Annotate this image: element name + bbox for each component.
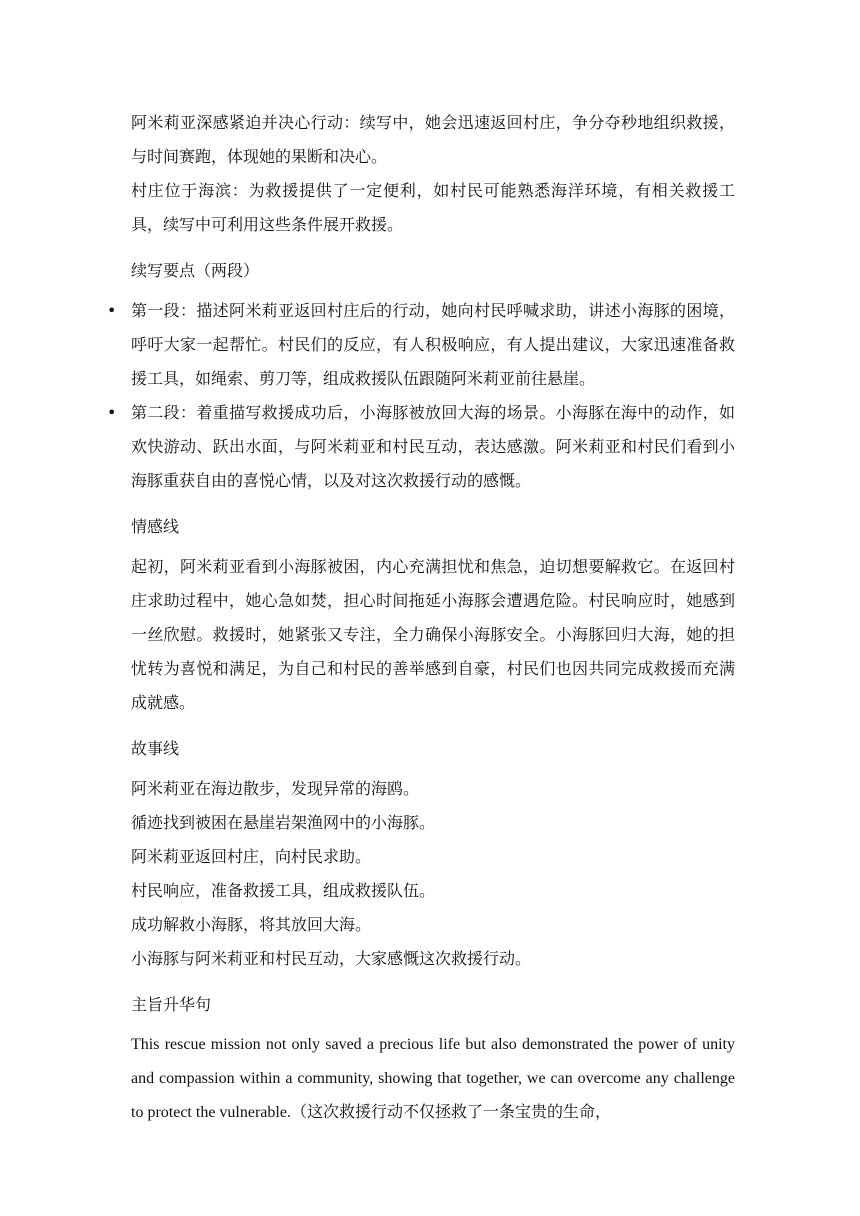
heading-story-line: 故事线: [131, 739, 180, 758]
heading-emotion-line: 情感线: [131, 517, 180, 536]
story-line-item: 小海豚与阿米莉亚和村民互动，大家感慨这次救援行动。: [131, 949, 532, 968]
story-line-item: 循迹找到被困在悬崖岩架渔网中的小海豚。: [131, 813, 436, 832]
list-item-text: 第一段：描述阿米莉亚返回村庄后的行动，她向村民呼喊求助，讲述小海豚的困境，呼吁大家一起帮忙。村民们的反应，有人积极响应，有人提出建议，大家迅速准备救援工具，如绳索、剪刀等，组成救援队伍跟随阿米莉亚前往悬崖。: [131, 301, 735, 388]
list-item: [107, 396, 735, 498]
list-item-text: 第二段：着重描写救援成功后，小海豚被放回大海的场景。小海豚在海中的动作，如欢快游动、跃出水面，与阿米莉亚和村民互动，表达感激。阿米莉亚和村民们看到小海豚重获自由的喜悦心情，以及对这次救援行动的感慨。: [131, 403, 735, 490]
paragraph-emotion-line: 起初，阿米莉亚看到小海豚被困，内心充满担忧和焦急，迫切想要解救它。在返回村庄求助过程中，她心急如焚，担心时间拖延小海豚会遭遇危险。村民响应时，她感到一丝欣慰。救援时，她紧张又专注，全力确保小海豚安全。小海豚回归大海，她的担忧转为喜悦和满足，为自己和村民的善举感到自豪，村民们也因共同完成救援而充满成就感。: [131, 557, 735, 712]
paragraph-urgency: 阿米莉亚深感紧迫并决心行动：续写中，她会迅速返回村庄，争分夺秒地组织救援，与时间赛跑，体现她的果断和决心。: [131, 113, 735, 166]
paragraph-theme-sentence: This rescue mission not only saved a precious life but also demonstrated the power of unity and compassion within a community, showing that together, we can overcome any challenge to protect the vulnerable.（这次救援行动不仅拯救了一条宝贵的生命，: [131, 1036, 735, 1121]
paragraph-seaside-village: 村庄位于海滨：为救援提供了一定便利，如村民可能熟悉海洋环境，有相关救援工具，续写中可利用这些条件展开救援。: [131, 181, 735, 234]
heading-writing-points: 续写要点（两段）: [131, 261, 260, 280]
story-line-item: 阿米莉亚在海边散步，发现异常的海鸥。: [131, 779, 420, 798]
document-page: [107, 106, 735, 1130]
story-line-item: 成功解救小海豚，将其放回大海。: [131, 915, 372, 934]
bullet-icon: •: [107, 301, 117, 320]
story-line-item: 村民响应，准备救援工具，组成救援队伍。: [131, 881, 436, 900]
list-item: [107, 294, 735, 396]
bullet-icon: •: [107, 403, 117, 422]
heading-theme-sentence: 主旨升华句: [131, 995, 212, 1014]
story-line-item: 阿米莉亚返回村庄，向村民求助。: [131, 847, 372, 866]
writing-points-list: [107, 294, 735, 498]
